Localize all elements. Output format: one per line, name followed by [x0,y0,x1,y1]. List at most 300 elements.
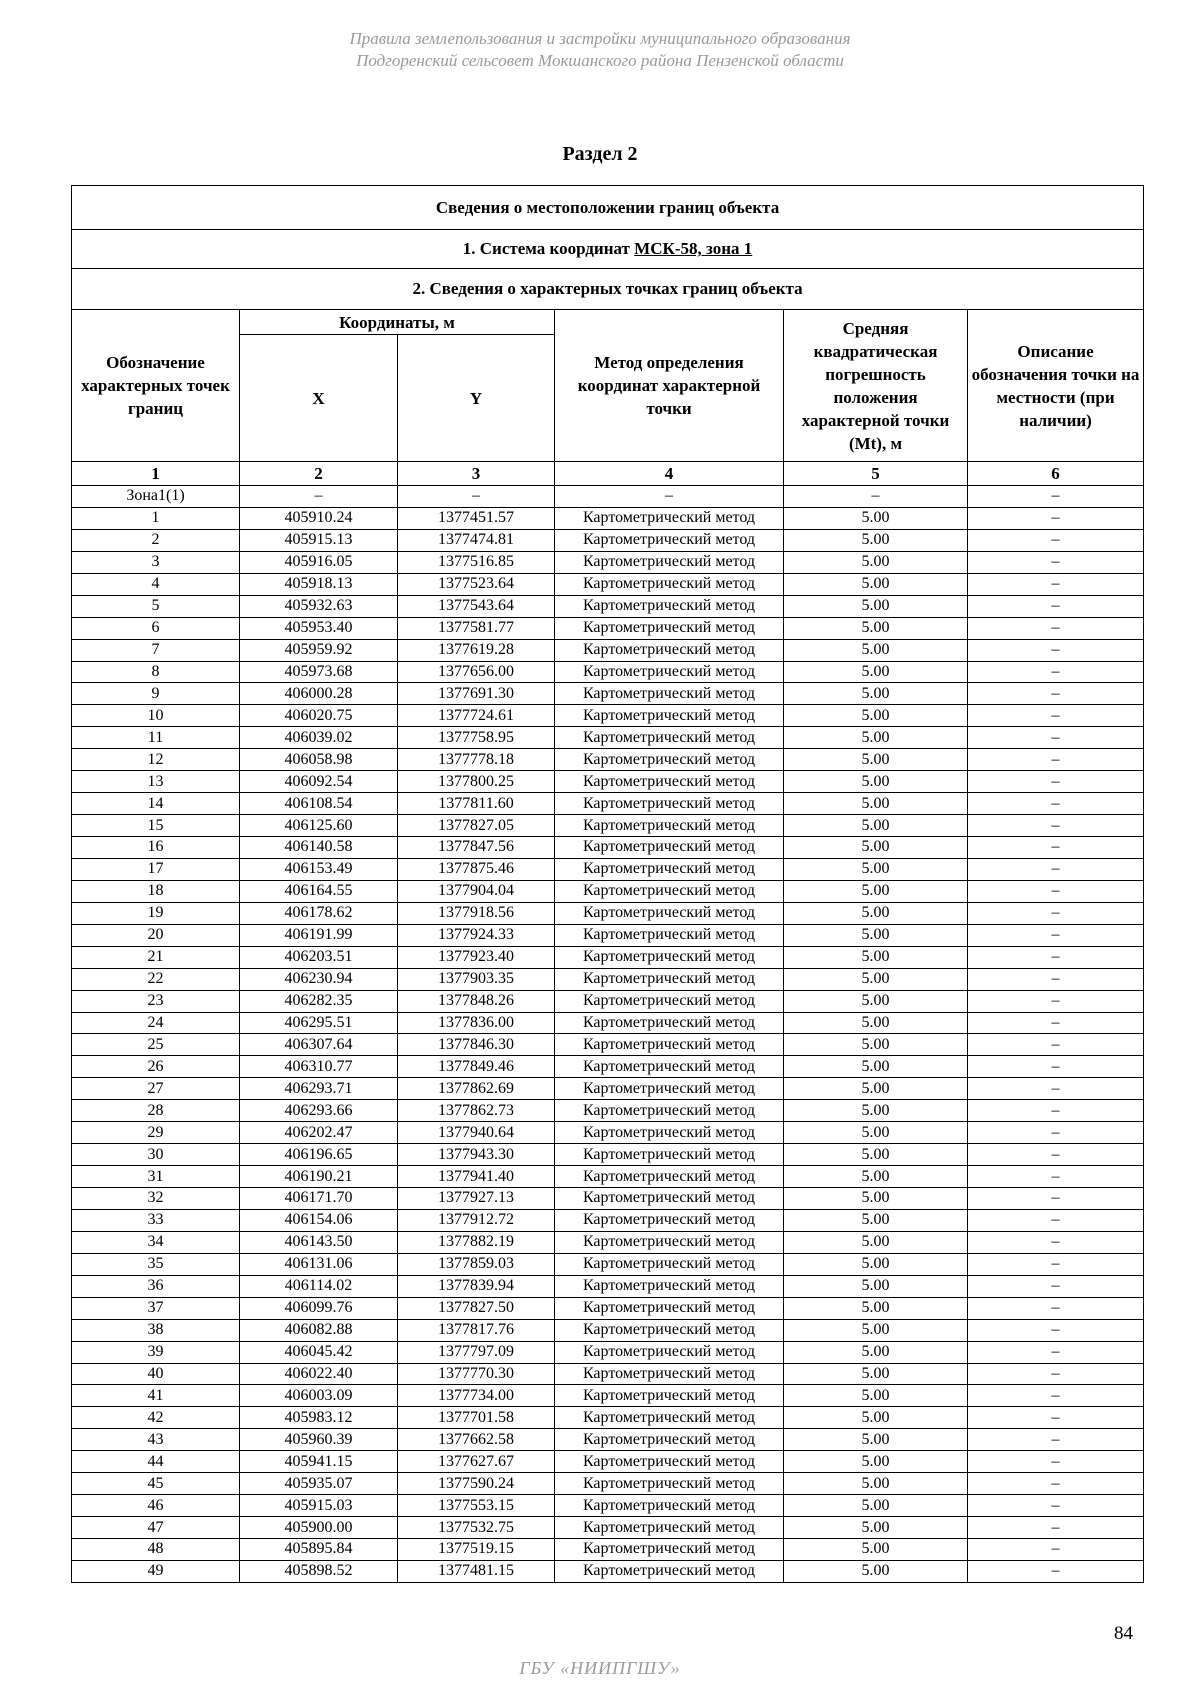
cell-method: Картометрический метод [555,1385,784,1407]
cell-method: Картометрический метод [555,1517,784,1539]
cell-point: 34 [72,1231,240,1253]
cell-description: – [968,529,1144,551]
cell-method: Картометрический метод [555,683,784,705]
cell-description: – [968,1275,1144,1297]
cell-method: Картометрический метод [555,749,784,771]
cell-description: – [968,1034,1144,1056]
cell-method: Картометрический метод [555,1473,784,1495]
cell-y: 1377474.81 [398,529,555,551]
cell-y: 1377927.13 [398,1188,555,1210]
cell-point: 23 [72,990,240,1012]
cell-error: 5.00 [784,1209,968,1231]
cell-y: 1377724.61 [398,705,555,727]
cell-x: – [240,486,398,508]
cell-method: Картометрический метод [555,1539,784,1561]
cell-point: 10 [72,705,240,727]
table-row [72,595,1144,617]
cell-description: – [968,1122,1144,1144]
cell-x: 405915.03 [240,1495,398,1517]
cell-method: Картометрический метод [555,639,784,661]
cell-description: – [968,1429,1144,1451]
cell-method: Картометрический метод [555,858,784,880]
cell-point: 14 [72,793,240,815]
cell-description: – [968,858,1144,880]
cell-point: 28 [72,1100,240,1122]
cell-point: 24 [72,1012,240,1034]
table-row [72,705,1144,727]
cell-description: – [968,551,1144,573]
cell-x: 406282.35 [240,990,398,1012]
header-method: Метод определения координат характерной точки [555,310,784,462]
table-row [72,1034,1144,1056]
cell-point: 19 [72,902,240,924]
table-row [72,1363,1144,1385]
coordinate-system [72,230,1144,269]
cell-point: 44 [72,1451,240,1473]
cell-y: 1377662.58 [398,1429,555,1451]
cell-description: – [968,880,1144,902]
cell-x: 405960.39 [240,1429,398,1451]
cell-x: 405895.84 [240,1539,398,1561]
cell-point: Зона1(1) [72,486,240,508]
cell-point: 4 [72,573,240,595]
cell-method: Картометрический метод [555,1495,784,1517]
cell-error: 5.00 [784,1429,968,1451]
cell-y: 1377862.69 [398,1078,555,1100]
cell-error: 5.00 [784,617,968,639]
cell-point: 46 [72,1495,240,1517]
cell-description: – [968,1560,1144,1582]
cell-description: – [968,683,1144,705]
cell-error: 5.00 [784,705,968,727]
cell-description: – [968,968,1144,990]
cell-y: 1377797.09 [398,1341,555,1363]
cell-point: 25 [72,1034,240,1056]
cell-x: 406293.66 [240,1100,398,1122]
cell-point: 5 [72,595,240,617]
cell-method: Картометрический метод [555,1275,784,1297]
cell-description: – [968,1363,1144,1385]
table-row [72,749,1144,771]
cell-x: 406114.02 [240,1275,398,1297]
table-row [72,990,1144,1012]
cell-description: – [968,639,1144,661]
cell-x: 406164.55 [240,880,398,902]
cell-point: 11 [72,727,240,749]
header-y: Y [398,335,555,462]
cell-description: – [968,486,1144,508]
cell-x: 405953.40 [240,617,398,639]
cell-point: 13 [72,771,240,793]
cell-point: 8 [72,661,240,683]
cell-method: Картометрический метод [555,617,784,639]
column-number: 4 [555,462,784,486]
cell-description: – [968,837,1144,859]
cell-x: 405898.52 [240,1560,398,1582]
cell-point: 20 [72,924,240,946]
table-row [72,968,1144,990]
cell-method: Картометрический метод [555,1363,784,1385]
cell-error: 5.00 [784,1319,968,1341]
cell-x: 405983.12 [240,1407,398,1429]
cell-method: Картометрический метод [555,902,784,924]
cell-error: 5.00 [784,1012,968,1034]
cell-point: 42 [72,1407,240,1429]
table-row [72,1231,1144,1253]
cell-x: 406003.09 [240,1385,398,1407]
cell-error: 5.00 [784,858,968,880]
cell-y: 1377701.58 [398,1407,555,1429]
table-row [72,1122,1144,1144]
cell-error: 5.00 [784,1539,968,1561]
cell-point: 16 [72,837,240,859]
cell-error: 5.00 [784,1297,968,1319]
cell-method: Картометрический метод [555,1188,784,1210]
cell-error: 5.00 [784,924,968,946]
cell-y: 1377811.60 [398,793,555,815]
cell-x: 405915.13 [240,529,398,551]
cell-description: – [968,1297,1144,1319]
cell-y: 1377656.00 [398,661,555,683]
cell-description: – [968,1451,1144,1473]
cell-error: 5.00 [784,1517,968,1539]
table-row [72,1517,1144,1539]
cell-error: 5.00 [784,639,968,661]
cell-y: 1377862.73 [398,1100,555,1122]
table-row [72,551,1144,573]
cell-error: 5.00 [784,815,968,837]
cell-description: – [968,507,1144,529]
table-row [72,1341,1144,1363]
cell-method: Картометрический метод [555,1078,784,1100]
table-row [72,661,1144,683]
table-row [72,617,1144,639]
cell-y: 1377619.28 [398,639,555,661]
cell-x: 406045.42 [240,1341,398,1363]
cell-y: 1377627.67 [398,1451,555,1473]
cell-x: 405910.24 [240,507,398,529]
cell-point: 49 [72,1560,240,1582]
cell-method: – [555,486,784,508]
cell-error: 5.00 [784,1275,968,1297]
cell-error: 5.00 [784,1100,968,1122]
cell-description: – [968,573,1144,595]
cell-point: 7 [72,639,240,661]
cell-description: – [968,793,1144,815]
cell-x: 406154.06 [240,1209,398,1231]
cell-method: Картометрический метод [555,1560,784,1582]
cell-method: Картометрический метод [555,1429,784,1451]
cell-method: Картометрический метод [555,529,784,551]
cell-point: 21 [72,946,240,968]
cell-description: – [968,1495,1144,1517]
cell-method: Картометрический метод [555,1209,784,1231]
cell-y: 1377903.35 [398,968,555,990]
cell-point: 30 [72,1144,240,1166]
cell-error: 5.00 [784,771,968,793]
cell-description: – [968,1056,1144,1078]
cell-error: 5.00 [784,946,968,968]
cell-y: 1377941.40 [398,1166,555,1188]
cell-x: 406125.60 [240,815,398,837]
cell-description: – [968,1012,1144,1034]
cell-error: 5.00 [784,1363,968,1385]
cell-error: 5.00 [784,1034,968,1056]
cell-method: Картометрический метод [555,1012,784,1034]
cell-method: Картометрический метод [555,815,784,837]
cell-error: 5.00 [784,1253,968,1275]
cell-error: 5.00 [784,902,968,924]
cell-error: 5.00 [784,1407,968,1429]
cell-y: 1377923.40 [398,946,555,968]
cell-error: 5.00 [784,1473,968,1495]
cell-y: 1377875.46 [398,858,555,880]
cell-error: 5.00 [784,1122,968,1144]
cell-error: 5.00 [784,749,968,771]
table-row [72,683,1144,705]
cell-y: 1377904.04 [398,880,555,902]
table-row [72,793,1144,815]
table-row [72,529,1144,551]
table-row [72,1297,1144,1319]
cell-x: 406092.54 [240,771,398,793]
cell-method: Картометрический метод [555,946,784,968]
cell-x: 406230.94 [240,968,398,990]
cell-x: 405916.05 [240,551,398,573]
table-row [72,1012,1144,1034]
cell-x: 406295.51 [240,1012,398,1034]
table-row [72,1385,1144,1407]
cell-point: 29 [72,1122,240,1144]
cell-y: – [398,486,555,508]
cell-description: – [968,595,1144,617]
column-number: 2 [240,462,398,486]
cell-description: – [968,1231,1144,1253]
cell-point: 15 [72,815,240,837]
cell-error: 5.00 [784,1166,968,1188]
cell-point: 33 [72,1209,240,1231]
cell-method: Картометрический метод [555,661,784,683]
cell-point: 22 [72,968,240,990]
cell-y: 1377590.24 [398,1473,555,1495]
table-row [72,1451,1144,1473]
cell-y: 1377770.30 [398,1363,555,1385]
cell-error: 5.00 [784,727,968,749]
cell-x: 406143.50 [240,1231,398,1253]
table-row [72,1429,1144,1451]
table-row [72,924,1144,946]
cell-point: 1 [72,507,240,529]
cell-error: 5.00 [784,990,968,1012]
cell-point: 31 [72,1166,240,1188]
cell-method: Картометрический метод [555,573,784,595]
cell-y: 1377553.15 [398,1495,555,1517]
cell-description: – [968,727,1144,749]
cell-y: 1377847.56 [398,837,555,859]
column-number: 6 [968,462,1144,486]
table-row [72,858,1144,880]
cell-description: – [968,661,1144,683]
cell-error: 5.00 [784,507,968,529]
cell-x: 406310.77 [240,1056,398,1078]
table-row [72,1560,1144,1582]
cell-method: Картометрический метод [555,595,784,617]
table-body [72,486,1144,1583]
cell-description: – [968,617,1144,639]
cell-y: 1377882.19 [398,1231,555,1253]
cell-point: 35 [72,1253,240,1275]
cell-x: 406293.71 [240,1078,398,1100]
cell-y: 1377800.25 [398,771,555,793]
cell-x: 405973.68 [240,661,398,683]
cell-y: 1377827.05 [398,815,555,837]
coordinate-system-value: МСК-58, зона 1 [634,239,753,258]
cell-method: Картометрический метод [555,507,784,529]
cell-x: 406020.75 [240,705,398,727]
cell-description: – [968,1319,1144,1341]
cell-point: 41 [72,1385,240,1407]
cell-point: 38 [72,1319,240,1341]
table-row [72,1319,1144,1341]
cell-y: 1377532.75 [398,1517,555,1539]
cell-y: 1377924.33 [398,924,555,946]
cell-description: – [968,1188,1144,1210]
cell-method: Картометрический метод [555,771,784,793]
cell-error: 5.00 [784,968,968,990]
cell-x: 406099.76 [240,1297,398,1319]
cell-x: 406039.02 [240,727,398,749]
table-row [72,727,1144,749]
table-row [72,880,1144,902]
cell-method: Картометрический метод [555,1253,784,1275]
header-line-2: Подгоренский сельсовет Мокшанского района Пензенской области [356,51,844,70]
header-error: Средняя квадратическая погрешность положения характерной точки (Mt), м [784,310,968,462]
cell-method: Картометрический метод [555,705,784,727]
table-row [72,1188,1144,1210]
cell-x: 406196.65 [240,1144,398,1166]
cell-error: 5.00 [784,880,968,902]
page-footer: ГБУ «НИИПГШУ» [519,1658,681,1678]
cell-method: Картометрический метод [555,924,784,946]
cell-y: 1377848.26 [398,990,555,1012]
table-row [72,1539,1144,1561]
cell-x: 406202.47 [240,1122,398,1144]
cell-description: – [968,990,1144,1012]
cell-point: 43 [72,1429,240,1451]
cell-y: 1377943.30 [398,1144,555,1166]
cell-method: Картометрический метод [555,1297,784,1319]
cell-x: 406307.64 [240,1034,398,1056]
cell-point: 39 [72,1341,240,1363]
cell-x: 406140.58 [240,837,398,859]
cell-point: 48 [72,1539,240,1561]
section-title: Раздел 2 [562,143,638,165]
header-description: Описание обозначения точки на местности (при наличии) [968,310,1144,462]
cell-error: 5.00 [784,683,968,705]
table-row [72,1407,1144,1429]
cell-point: 37 [72,1297,240,1319]
cell-description: – [968,1341,1144,1363]
cell-method: Картометрический метод [555,990,784,1012]
cell-y: 1377817.76 [398,1319,555,1341]
cell-description: – [968,1407,1144,1429]
cell-method: Картометрический метод [555,1034,784,1056]
cell-point: 6 [72,617,240,639]
cell-description: – [968,749,1144,771]
cell-method: Картометрический метод [555,1451,784,1473]
cell-description: – [968,1100,1144,1122]
cell-description: – [968,1385,1144,1407]
cell-method: Картометрический метод [555,1319,784,1341]
cell-error: 5.00 [784,793,968,815]
cell-method: Картометрический метод [555,1122,784,1144]
cell-y: 1377481.15 [398,1560,555,1582]
cell-description: – [968,1253,1144,1275]
cell-point: 2 [72,529,240,551]
table-row [72,573,1144,595]
table-row [72,902,1144,924]
cell-method: Картометрический метод [555,551,784,573]
cell-method: Картометрический метод [555,1144,784,1166]
cell-method: Картометрический метод [555,727,784,749]
cell-x: 406203.51 [240,946,398,968]
cell-y: 1377940.64 [398,1122,555,1144]
cell-x: 406178.62 [240,902,398,924]
column-number: 1 [72,462,240,486]
cell-y: 1377734.00 [398,1385,555,1407]
cell-y: 1377827.50 [398,1297,555,1319]
cell-point: 45 [72,1473,240,1495]
header-x: X [240,335,398,462]
cell-error: 5.00 [784,1078,968,1100]
cell-x: 405935.07 [240,1473,398,1495]
cell-x: 405900.00 [240,1517,398,1539]
cell-error: – [784,486,968,508]
table-row [72,1078,1144,1100]
cell-y: 1377519.15 [398,1539,555,1561]
cell-error: 5.00 [784,1056,968,1078]
cell-y: 1377846.30 [398,1034,555,1056]
cell-y: 1377581.77 [398,617,555,639]
cell-method: Картометрический метод [555,837,784,859]
cell-description: – [968,946,1144,968]
cell-point: 17 [72,858,240,880]
cell-method: Картометрический метод [555,1166,784,1188]
cell-error: 5.00 [784,1341,968,1363]
cell-y: 1377849.46 [398,1056,555,1078]
cell-method: Картометрический метод [555,793,784,815]
cell-point: 26 [72,1056,240,1078]
cell-error: 5.00 [784,551,968,573]
header-coords: Координаты, м [240,310,555,335]
cell-description: – [968,902,1144,924]
cell-description: – [968,1144,1144,1166]
cell-x: 405941.15 [240,1451,398,1473]
cell-x: 406058.98 [240,749,398,771]
cell-y: 1377516.85 [398,551,555,573]
cell-y: 1377912.72 [398,1209,555,1231]
table-row [72,507,1144,529]
cell-y: 1377691.30 [398,683,555,705]
cell-y: 1377778.18 [398,749,555,771]
cell-point: 47 [72,1517,240,1539]
cell-point: 12 [72,749,240,771]
cell-point: 9 [72,683,240,705]
cell-x: 406022.40 [240,1363,398,1385]
cell-y: 1377839.94 [398,1275,555,1297]
cell-method: Картометрический метод [555,1407,784,1429]
cell-point: 3 [72,551,240,573]
